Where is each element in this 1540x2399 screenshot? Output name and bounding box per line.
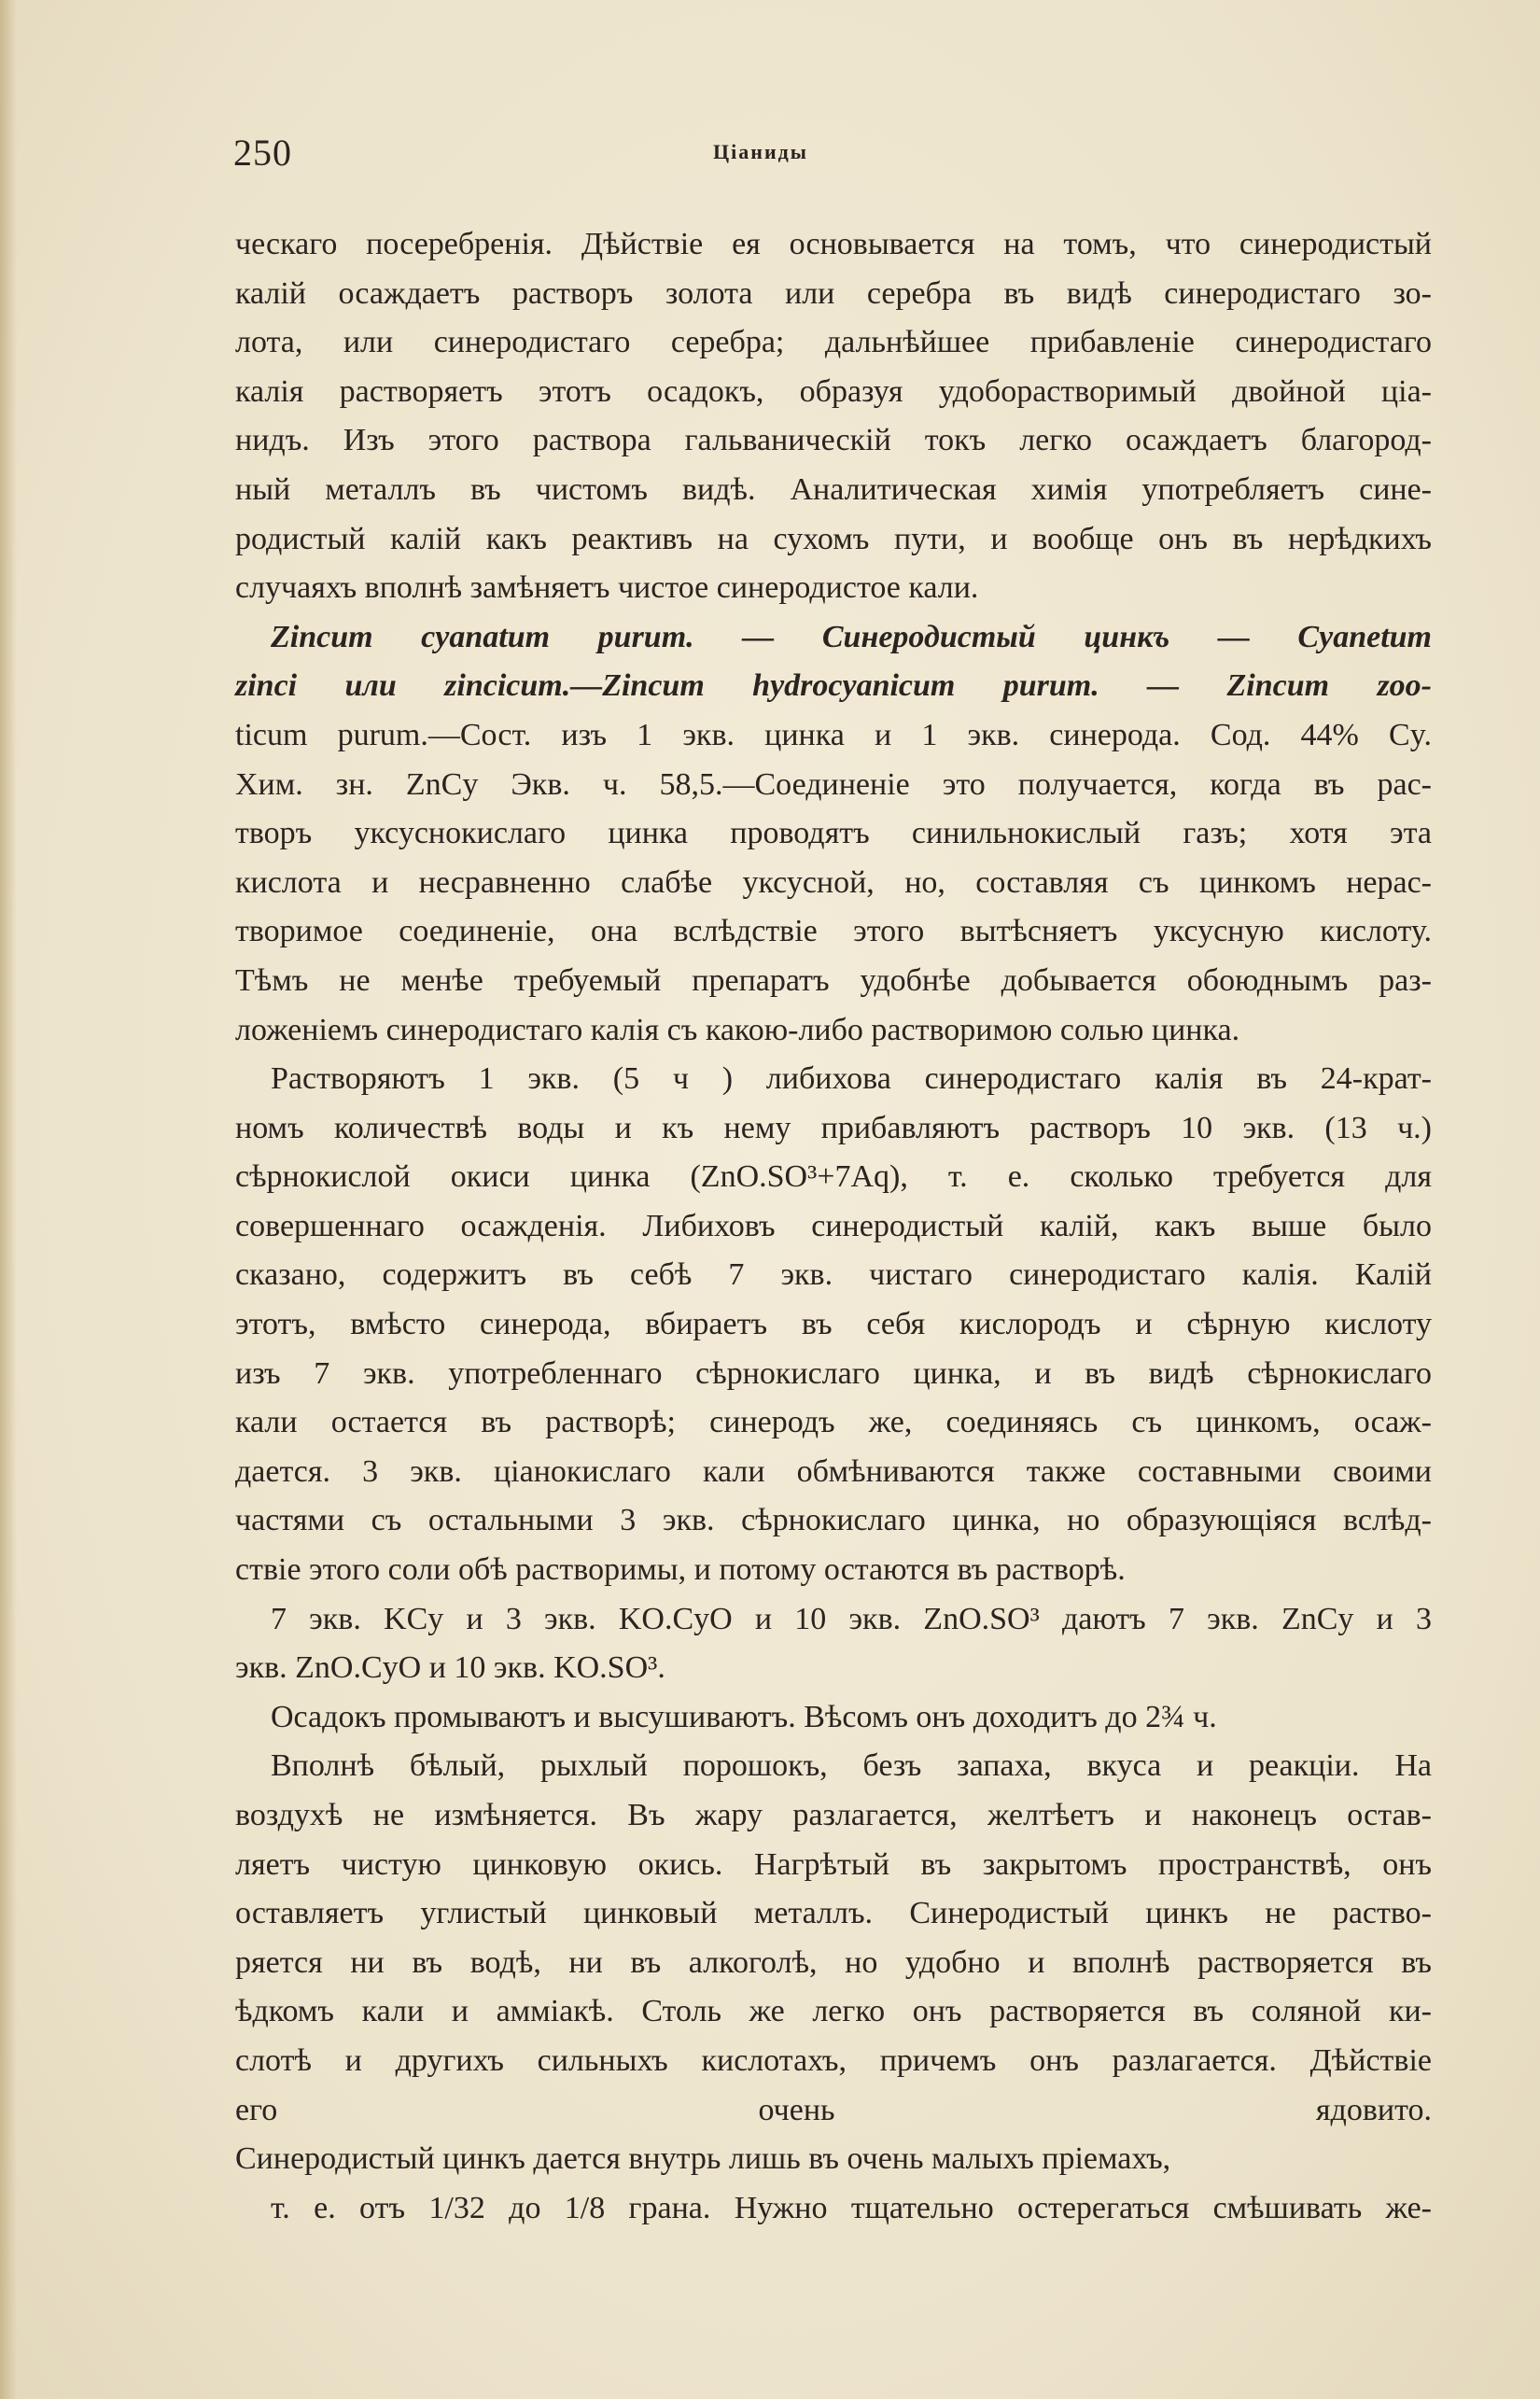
text-line: кали остается въ растворѣ; синеродъ же, соединяясь съ цинкомъ, осаж- bbox=[235, 1405, 1432, 1440]
text-line: сказано, содержитъ въ себѣ 7 экв. чистаго синеродистаго калія. Калій bbox=[235, 1257, 1432, 1293]
text-line: совершеннаго осажденія. Либиховъ синеродистый калій, какъ выше было bbox=[235, 1208, 1432, 1243]
text-line: дается. 3 экв. ціанокислаго кали обмѣниваются также составными своими bbox=[235, 1453, 1432, 1489]
text-line: этотъ, вмѣсто синерода, вбираетъ въ себя кислородъ и сѣрную кислоту bbox=[235, 1307, 1432, 1342]
text-line: оставляетъ углистый цинковый металлъ. Синеродистый цинкъ не раство- bbox=[235, 1896, 1432, 1931]
text-line: ляетъ чистую цинковую окись. Нагрѣтый въ закрытомъ пространствѣ, онъ bbox=[235, 1846, 1432, 1882]
text-line: случаяхъ вполнѣ замѣняетъ чистое синеродистое кали. bbox=[235, 570, 979, 606]
text-line: творимое соединеніе, она вслѣдствіе этого вытѣсняетъ уксусную кислоту. bbox=[235, 914, 1432, 949]
text-line: Растворяютъ 1 экв. (5 ч ) либихова синеродистаго калія въ 24-крат- bbox=[271, 1061, 1432, 1097]
text-line: Тѣмъ не менѣе требуемый препаратъ удобнѣе добывается обоюднымъ раз- bbox=[235, 962, 1432, 998]
text-line: творъ уксуснокислаго цинка проводятъ синильнокислый газъ; хотя эта bbox=[235, 816, 1432, 851]
text-line: воздухѣ не измѣняется. Въ жару разлагается, желтѣетъ и наконецъ остав- bbox=[235, 1798, 1432, 1832]
text-line: изъ 7 экв. употребленнаго сѣрнокислаго цинка, и въ видѣ сѣрнокислаго bbox=[235, 1355, 1432, 1391]
binding-shadow bbox=[0, 0, 17, 2399]
text-line: номъ количествѣ воды и къ нему прибавляютъ растворъ 10 экв. (13 ч.) bbox=[235, 1110, 1432, 1145]
page-number: 250 bbox=[233, 132, 292, 174]
text-line: ѣдкомъ кали и амміакѣ. Столь же легко онъ растворяется въ соляной ки- bbox=[235, 1994, 1432, 2029]
text-line: ложеніемъ синеродистаго калія съ какою-либо растворимою солью цинка. bbox=[235, 1012, 1240, 1047]
text-line: ствіе этого соли обѣ растворимы, и потому остаются въ растворѣ. bbox=[235, 1552, 1126, 1588]
text-line: Синеродистый цинкъ дается внутрь лишь въ очень малыхъ пріемахъ, bbox=[235, 2141, 1171, 2177]
text-line: Вполнѣ бѣлый, рыхлый порошокъ, безъ запаха, вкуса и реакціи. На bbox=[271, 1748, 1432, 1784]
text-line: Хим. зн. ZnCy Экв. ч. 58,5.—Соединеніе это получается, когда въ рас- bbox=[235, 766, 1432, 802]
body-text bbox=[235, 220, 1432, 2282]
text-line: слотѣ и другихъ сильныхъ кислотахъ, причемъ онъ разлагается. Дѣйствіе bbox=[235, 2042, 1432, 2078]
text-line: Осадокъ промываютъ и высушиваютъ. Вѣсомъ онъ доходитъ до 2¾ ч. bbox=[271, 1699, 1217, 1734]
text-line: ряется ни въ водѣ, ни въ алкоголѣ, но удобно и вполнѣ растворяется въ bbox=[235, 1944, 1432, 1980]
text-line: ный металлъ въ чистомъ видѣ. Аналитическая химія употребляетъ сине- bbox=[235, 471, 1432, 507]
text-line: zinci или zincicum.—Zincum hydrocyanicum purum. — Zincum zoo- bbox=[235, 668, 1432, 704]
text-line: его очень ядовито. bbox=[235, 2092, 1432, 2127]
text-line: т. е. отъ 1/32 до 1/8 грана. Нужно тщательно остерегаться смѣшивать же- bbox=[271, 2190, 1432, 2225]
text-line bbox=[235, 2233, 1432, 2282]
text-line: лота, или синеродистаго серебра; дальнѣйшее прибавленіе синеродистаго bbox=[235, 325, 1432, 360]
text-line: кислота и несравненно слабѣе уксусной, но, составляя съ цинкомъ нерас- bbox=[235, 864, 1432, 900]
text-line: частями съ остальными 3 экв. сѣрнокислаго цинка, но образующіяся вслѣд- bbox=[235, 1503, 1432, 1538]
text-line: калій осаждаетъ растворъ золота или серебра въ видѣ синеродистаго зо- bbox=[235, 275, 1432, 311]
text-line: экв. ZnO.CyO и 10 экв. KO.SO³. bbox=[235, 1650, 665, 1686]
page-header bbox=[233, 131, 1428, 187]
text-line: 7 экв. KCy и 3 экв. KO.CyO и 10 экв. ZnO.SO³ даютъ 7 экв. ZnCy и 3 bbox=[271, 1601, 1432, 1636]
running-head: Ціаниды bbox=[713, 140, 808, 163]
text-line: калія растворяетъ этотъ осадокъ, образуя удоборастворимый двойной ціа- bbox=[235, 373, 1432, 409]
text-line: сѣрнокислой окиси цинка (ZnO.SO³+7Aq), т. е. сколько требуется для bbox=[235, 1159, 1432, 1195]
text-line: нидъ. Изъ этого раствора гальваническій токъ легко осаждаетъ благород- bbox=[235, 423, 1432, 458]
text-line: ческаго посеребренія. Дѣйствіе ея основывается на томъ, что синеродистый bbox=[235, 227, 1432, 261]
text-line: родистый калій какъ реактивъ на сухомъ пути, и вообще онъ въ нерѣдкихъ bbox=[235, 521, 1432, 556]
text-line: ticum purum.—Сост. изъ 1 экв. цинка и 1 экв. синерода. Сод. 44% Cy. bbox=[235, 717, 1432, 752]
text-line: Zincum cyanatum purum. — Синеродистый цинкъ — Cyanetum bbox=[271, 619, 1432, 654]
